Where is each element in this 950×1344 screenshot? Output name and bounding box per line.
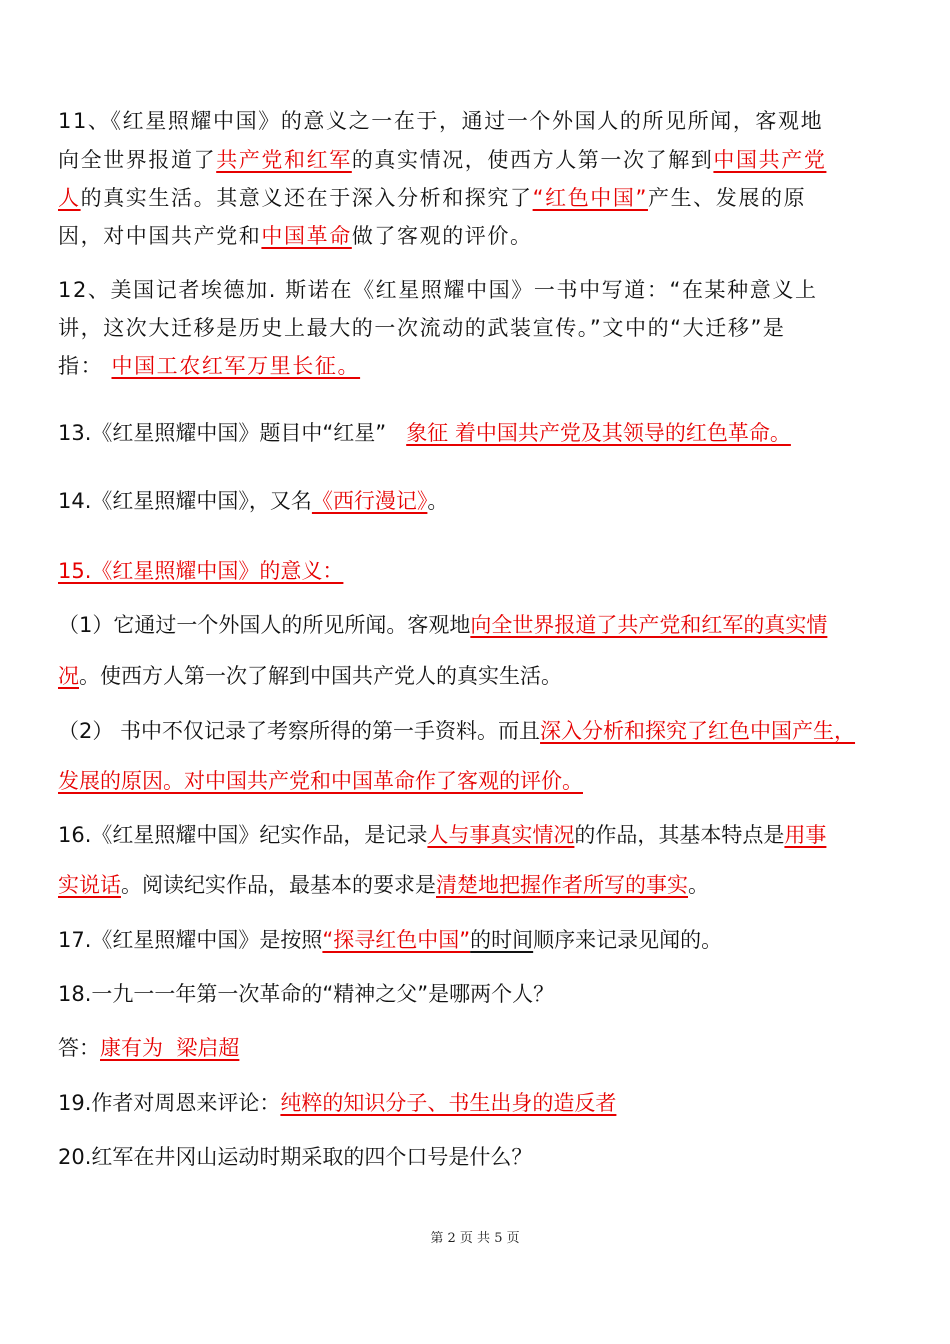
q12-line2: 讲，这次大迁移是历史上最大的一次流动的武装宣传。”文中的“大迁移”是 [58, 316, 786, 340]
answer-blank: 共产党和红军 [216, 148, 352, 172]
answer-blank: 况 [58, 664, 79, 688]
page-number: 第 2 页 共 5 页 [430, 1231, 520, 1246]
q11-line1: 11、《红星照耀中国》的意义之一在于，通过一个外国人的所见所闻，客观地 [58, 109, 824, 133]
answer-blank: 中国工农红军万里长征。 [111, 354, 361, 378]
answer-blank: 纯粹的知识分子、书生出身的造反者 [280, 1091, 617, 1115]
q18-answer: 答：康有为 梁启超 [58, 1036, 240, 1060]
q11-line4: 因，对中国共产党和中国革命做了客观的评价。 [58, 224, 533, 248]
answer-blank: 中国革命 [261, 224, 352, 248]
q13: 13.《红星照耀中国》题目中“红星” 象征 着中国共产党及其领导的红色革命。 [58, 421, 791, 445]
q15-p1-line2: 况。使西方人第一次了解到中国共产党人的真实生活。 [58, 664, 562, 688]
answer-blank: 清楚地把握作者所写的事实 [436, 873, 688, 897]
q11-line3: 人的真实生活。其意义还在于深入分析和探究了“红色中国”产生、发展的原 [58, 186, 807, 210]
q15-p2-line1: （2） 书中不仅记录了考察所得的第一手资料。而且深入分析和探究了红色中国产生， [58, 719, 856, 743]
answer-blank: 《西行漫记》 [311, 489, 428, 513]
answer-blank: 实说话 [58, 873, 121, 897]
answer-blank: 深入分析和探究了红色中国产生， [540, 719, 856, 743]
q18-question: 18.一九一一年第一次革命的“精神之父”是哪两个人？ [58, 982, 555, 1006]
answer-blank: 象征 着中国共产党及其领导的红色革命。 [406, 421, 791, 445]
q15-title: 15.《红星照耀中国》的意义： [58, 559, 344, 583]
q16-line2: 实说话。阅读纪实作品，最基本的要求是清楚地把握作者所写的事实。 [58, 873, 709, 897]
q20-question: 20.红军在井冈山运动时期采取的四个口号是什么？ [58, 1145, 533, 1169]
answer-blank: “红色中国” [532, 186, 648, 210]
answer-blank: 人与事真实情况 [427, 823, 575, 847]
answer-blank: “探寻红色中国” [322, 928, 471, 952]
q16-line1: 16.《红星照耀中国》纪实作品，是记录人与事真实情况的作品，其基本特点是用事 [58, 823, 827, 847]
q15-p2-line2 [58, 766, 583, 796]
answer-blank: 向全世界报道了共产党和红军的真实情 [470, 613, 828, 637]
q19: 19.作者对周恩来评论：纯粹的知识分子、书生出身的造反者 [58, 1091, 617, 1115]
q12-line3: 指： 中国工农红军万里长征。 [58, 354, 361, 378]
answer-blank: 发展的原因。对中国共产党和中国革命作了客观的评价。 [58, 769, 583, 793]
q17: 17.《红星照耀中国》是按照“探寻红色中国”的时间顺序来记录见闻的。 [58, 928, 723, 952]
q11-line2: 向全世界报道了共产党和红军的真实情况，使西方人第一次了解到中国共产党 [58, 148, 827, 172]
answer-blank: 人 [58, 186, 81, 210]
answer-blank: 康有为 梁启超 [100, 1036, 240, 1060]
answer-blank: 中国共产党 [713, 148, 827, 172]
q15-p1-line1: （1）它通过一个外国人的所见所闻。客观地向全世界报道了共产党和红军的真实情 [58, 613, 828, 637]
answer-blank: 用事 [784, 823, 827, 847]
q12-line1: 12、美国记者埃德加. 斯诺在《红星照耀中国》一书中写道：“在某种意义上 [58, 278, 818, 302]
q14: 14.《红星照耀中国》，又名《西行漫记》。 [58, 489, 449, 513]
